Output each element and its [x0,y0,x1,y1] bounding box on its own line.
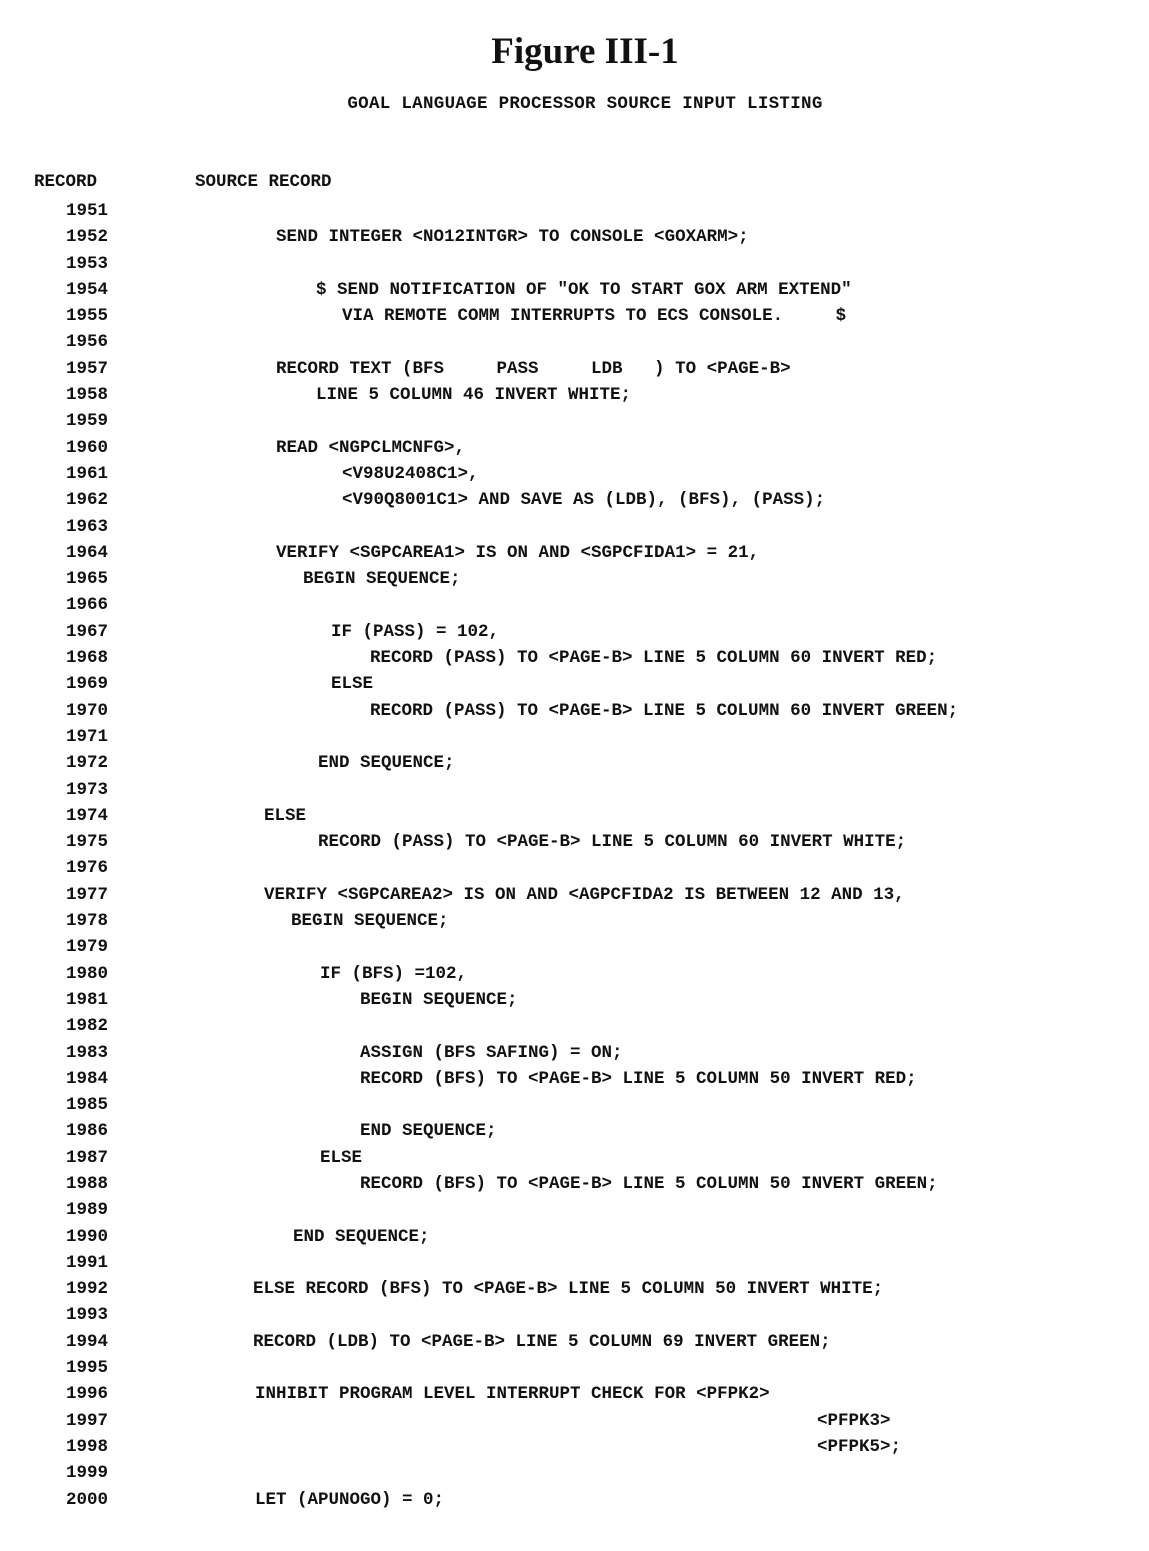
listing-row [0,224,1149,250]
record-number: 1975 [65,832,108,853]
listing-row [0,829,1149,855]
record-column-header: RECORD [34,172,98,192]
source-line: VERIFY <SGPCAREA1> IS ON AND <SGPCFIDA1> = 21, [276,542,760,563]
record-number: 1960 [65,437,108,458]
source-line: VERIFY <SGPCAREA2> IS ON AND <AGPCFIDA2 IS BETWEEN 12 AND 13, [264,884,905,905]
source-line: ASSIGN (BFS SAFING) = ON; [360,1042,623,1063]
record-number: 1973 [65,779,108,800]
figure-title: Figure III-1 [491,31,679,72]
listing-row [0,1276,1149,1302]
listing-row [0,1250,1149,1276]
listing-row [0,251,1149,277]
source-line: RECORD (BFS) TO <PAGE-B> LINE 5 COLUMN 50 INVERT GREEN; [360,1173,938,1194]
listing-row [0,750,1149,776]
source-line: RECORD (PASS) TO <PAGE-B> LINE 5 COLUMN 60 INVERT GREEN; [370,700,959,721]
source-line: IF (BFS) =102, [320,963,468,984]
listing-subtitle: GOAL LANGUAGE PROCESSOR SOURCE INPUT LISTING [347,94,823,114]
listing-row [0,777,1149,803]
listing-row [0,1145,1149,1171]
source-line: LET (APUNOGO) = 0; [255,1489,445,1510]
listing-row [0,382,1149,408]
listing-row [0,934,1149,960]
record-number: 1974 [65,805,108,826]
listing-row [0,303,1149,329]
record-number: 1977 [65,884,108,905]
record-number: 1969 [65,674,108,695]
source-line: END SEQUENCE; [318,753,455,774]
source-line: ELSE RECORD (BFS) TO <PAGE-B> LINE 5 COLUMN 50 INVERT WHITE; [253,1279,884,1300]
listing-row [0,908,1149,934]
record-number: 1952 [65,227,108,248]
record-number: 1966 [65,595,108,616]
record-number: 1981 [65,989,108,1010]
record-number: 1972 [65,753,108,774]
source-line: RECORD (LDB) TO <PAGE-B> LINE 5 COLUMN 69 INVERT GREEN; [253,1331,831,1352]
record-number: 2000 [65,1489,108,1510]
source-line: RECORD TEXT (BFS PASS LDB ) TO <PAGE-B> [276,358,791,379]
source-line: RECORD (BFS) TO <PAGE-B> LINE 5 COLUMN 50 INVERT RED; [360,1068,917,1089]
source-line: READ <NGPCLMCNFG>, [276,437,466,458]
source-line: IF (PASS) = 102, [331,621,500,642]
listing-row [0,1197,1149,1223]
record-number: 1951 [65,201,108,221]
source-line: END SEQUENCE; [293,1226,430,1247]
listing-row [0,1013,1149,1039]
record-number: 1979 [65,937,108,958]
source-line: $ SEND NOTIFICATION OF "OK TO START GOX ARM EXTEND" [316,279,852,300]
record-number: 1998 [65,1436,108,1457]
record-number: 1987 [65,1147,108,1168]
listing-row [0,566,1149,592]
listing-row [0,592,1149,618]
listing-row [0,198,1149,224]
listing-row [0,671,1149,697]
record-number: 1989 [65,1200,108,1221]
listing-row [0,1355,1149,1381]
listing-row [0,803,1149,829]
source-line: <PFPK3> [817,1410,891,1431]
listing-row [0,1224,1149,1250]
listing-row [0,1092,1149,1118]
source-line: RECORD (PASS) TO <PAGE-B> LINE 5 COLUMN 60 INVERT WHITE; [318,832,907,853]
source-line: INHIBIT PROGRAM LEVEL INTERRUPT CHECK FOR <PFPK2> [255,1384,770,1405]
source-line: ELSE [331,674,374,695]
record-number: 1957 [65,358,108,379]
listing-row [0,698,1149,724]
record-number: 1978 [65,911,108,932]
source-line: VIA REMOTE COMM INTERRUPTS TO ECS CONSOLE. $ [342,306,847,327]
record-number: 1968 [65,648,108,669]
record-number: 1985 [65,1095,108,1116]
source-line: BEGIN SEQUENCE; [303,569,461,590]
listing-row [0,1329,1149,1355]
listing-row [0,1040,1149,1066]
listing-row [0,540,1149,566]
record-number: 1961 [65,463,108,484]
listing-row [0,1460,1149,1486]
source-line: ELSE [320,1147,363,1168]
source-line: BEGIN SEQUENCE; [291,911,449,932]
record-number: 1956 [65,332,108,353]
listing-row [0,987,1149,1013]
record-number: 1999 [65,1463,108,1484]
source-line: END SEQUENCE; [360,1121,497,1142]
source-record-column-header: SOURCE RECORD [195,172,332,192]
source-line: LINE 5 COLUMN 46 INVERT WHITE; [316,385,632,406]
record-number: 1980 [65,963,108,984]
listing-row [0,882,1149,908]
listing-row [0,514,1149,540]
listing-row [0,1408,1149,1434]
record-number: 1983 [65,1042,108,1063]
record-number: 1996 [65,1384,108,1405]
listing-row [0,487,1149,513]
listing-row [0,1487,1149,1513]
record-number: 1953 [65,253,108,274]
record-number: 1992 [65,1279,108,1300]
record-number: 1954 [65,279,108,300]
listing-row [0,1118,1149,1144]
source-line: <V90Q8001C1> AND SAVE AS (LDB), (BFS), (PASS); [342,490,826,511]
listing-row [0,724,1149,750]
record-number: 1965 [65,569,108,590]
record-number: 1967 [65,621,108,642]
record-number: 1994 [65,1331,108,1352]
listing-row [0,356,1149,382]
record-number: 1984 [65,1068,108,1089]
source-listing [0,198,1149,1513]
record-number: 1959 [65,411,108,432]
source-line: SEND INTEGER <NO12INTGR> TO CONSOLE <GOXARM>; [276,227,749,248]
record-number: 1971 [65,726,108,747]
listing-row [0,329,1149,355]
record-number: 1982 [65,1016,108,1037]
listing-row [0,855,1149,881]
record-number: 1976 [65,858,108,879]
listing-row [0,1381,1149,1407]
listing-row [0,1302,1149,1328]
listing-row [0,1171,1149,1197]
source-line: RECORD (PASS) TO <PAGE-B> LINE 5 COLUMN 60 INVERT RED; [370,648,938,669]
listing-row [0,408,1149,434]
record-number: 1993 [65,1305,108,1326]
record-number: 1955 [65,306,108,327]
record-number: 1970 [65,700,108,721]
listing-row [0,1434,1149,1460]
record-number: 1990 [65,1226,108,1247]
source-line: ELSE [264,805,307,826]
listing-row [0,645,1149,671]
listing-row [0,277,1149,303]
listing-row [0,1066,1149,1092]
listing-row [0,619,1149,645]
listing-row [0,461,1149,487]
record-number: 1997 [65,1410,108,1431]
source-line: <V98U2408C1>, [342,463,479,484]
record-number: 1991 [65,1252,108,1273]
record-number: 1963 [65,516,108,537]
source-line: <PFPK5>; [817,1436,902,1457]
record-number: 1995 [65,1358,108,1379]
listing-row [0,435,1149,461]
record-number: 1962 [65,490,108,511]
source-line: BEGIN SEQUENCE; [360,989,518,1010]
listing-row [0,961,1149,987]
record-number: 1988 [65,1173,108,1194]
record-number: 1964 [65,542,108,563]
record-number: 1958 [65,385,108,406]
record-number: 1986 [65,1121,108,1142]
